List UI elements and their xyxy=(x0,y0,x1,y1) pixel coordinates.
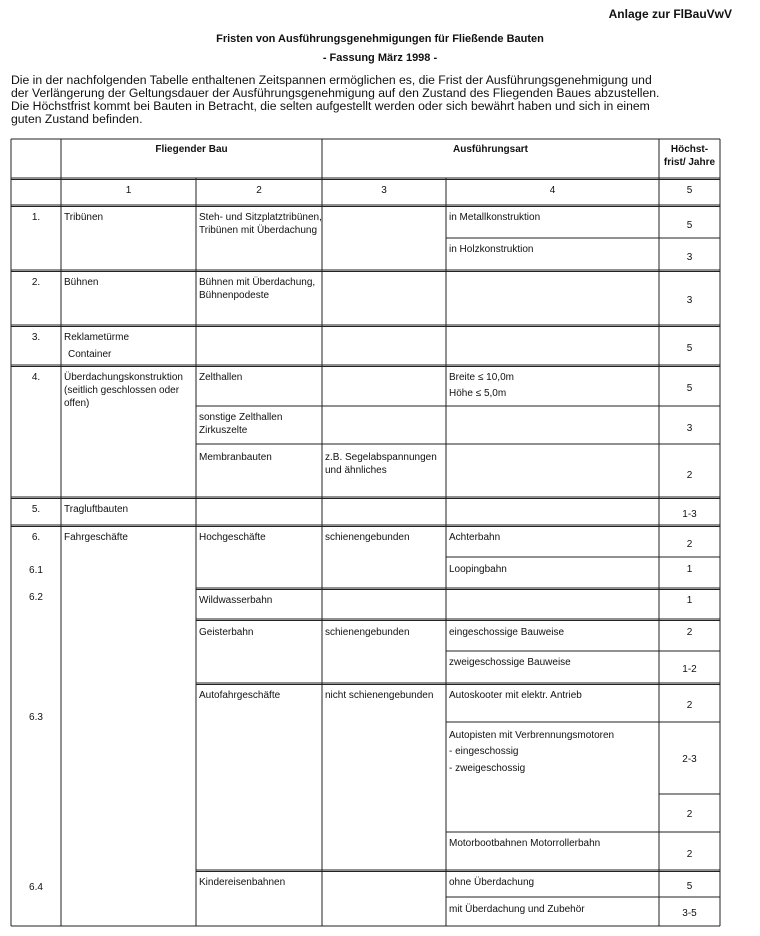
bau-name: Tragluftbauten xyxy=(64,504,129,515)
row-number: 1. xyxy=(31,212,41,223)
frist-value: 3 xyxy=(686,252,693,263)
frist-value: 2 xyxy=(686,809,693,820)
frist-value: 2 xyxy=(686,700,693,711)
bau-name: Überdachungskonstruktion xyxy=(64,372,183,383)
row-subnumber: 6.3 xyxy=(29,712,43,723)
intro-line: Die Höchstfrist kommt bei Bauten in Betracht, die selten aufgestellt werden oder sich bewährt haben und sich in einem xyxy=(11,99,650,113)
annex-label: Anlage zur FlBauVwV xyxy=(608,7,732,21)
ausfuehrung: in Holzkonstruktion xyxy=(449,244,534,255)
bau-name: Reklametürme xyxy=(64,332,130,343)
frist-value: 3-5 xyxy=(682,908,697,919)
ausfuehrung: mit Überdachung und Zubehör xyxy=(449,904,585,915)
row-number: 4. xyxy=(31,372,41,383)
bau-typ: Tribünen mit Überdachung xyxy=(199,225,318,236)
bau-typ: Geisterbahn xyxy=(199,627,254,638)
bauart: schienengebunden xyxy=(325,532,410,543)
ausfuehrung: Loopingbahn xyxy=(449,564,507,575)
frist-value: 3 xyxy=(686,423,693,434)
row-subnumber: 6.4 xyxy=(29,882,43,893)
frist-value: 5 xyxy=(686,343,693,354)
bau-typ: Zirkuszelte xyxy=(199,425,248,436)
bau-typ: sonstige Zelthallen xyxy=(199,412,283,423)
ausfuehrung: Motorbootbahnen Motorrollerbahn xyxy=(449,838,601,849)
ausfuehrung: ohne Überdachung xyxy=(449,877,535,888)
frist-value: 2 xyxy=(686,470,693,481)
column-number-2: 2 xyxy=(256,185,262,196)
bauart: nicht schienengebunden xyxy=(325,690,434,701)
ausfuehrung: Höhe ≤ 5,0m xyxy=(449,388,507,399)
ausfuehrung: zweigeschossige Bauweise xyxy=(449,657,571,668)
frist-value: 5 xyxy=(686,220,693,231)
intro-line: guten Zustand befinden. xyxy=(11,112,143,126)
bau-typ: Membranbauten xyxy=(199,452,272,463)
ausfuehrung: - eingeschossig xyxy=(449,746,519,757)
frist-value: 3 xyxy=(686,295,693,306)
bau-typ: Wildwasserbahn xyxy=(199,595,273,606)
header-ausfuehrungsart: Ausführungsart xyxy=(453,144,528,155)
ausfuehrung: - zweigeschossig xyxy=(449,763,526,774)
ausfuehrung: Achterbahn xyxy=(449,532,501,543)
row-number: 2. xyxy=(31,277,41,288)
column-number-4: 4 xyxy=(549,185,556,196)
column-number-5: 5 xyxy=(686,185,693,196)
bau-name: offen) xyxy=(64,398,90,409)
bau-typ: Hochgeschäfte xyxy=(199,532,266,543)
frist-value: 2-3 xyxy=(682,754,697,765)
frist-value: 2 xyxy=(686,849,693,860)
bau-typ: Steh- und Sitzplatztribünen, xyxy=(199,212,322,223)
column-number-3: 3 xyxy=(381,185,387,196)
row-number: 3. xyxy=(31,332,41,343)
frist-value: 1 xyxy=(686,564,693,575)
bauart: schienengebunden xyxy=(325,627,410,638)
header-hoechstfrist-line1: Höchst- xyxy=(670,144,709,155)
bau-name: Tribünen xyxy=(64,212,104,223)
row-subnumber: 6.1 xyxy=(29,565,43,576)
frist-value: 1 xyxy=(686,595,693,606)
intro-paragraph xyxy=(11,74,735,126)
bau-typ: Zelthallen xyxy=(199,372,243,383)
header-hoechstfrist-line2: frist/ Jahre xyxy=(663,157,716,168)
bau-typ: Kindereisenbahnen xyxy=(199,877,286,888)
frist-value: 2 xyxy=(686,627,693,638)
column-number-1: 1 xyxy=(125,185,132,196)
frist-value: 5 xyxy=(686,383,693,394)
document-title: Fristen von Ausführungsgenehmigungen für Fließende Bauten xyxy=(216,33,544,45)
document-subtitle: - Fassung März 1998 - xyxy=(322,52,438,64)
ausfuehrung: Autoskooter mit elektr. Antrieb xyxy=(449,690,582,701)
ausfuehrung: in Metallkonstruktion xyxy=(449,212,541,223)
bau-name: (seitlich geschlossen oder xyxy=(64,385,180,396)
header-fliegender-bau: Fliegender Bau xyxy=(155,144,228,155)
frist-value: 1-3 xyxy=(682,509,697,520)
intro-line: Die in der nachfolgenden Tabelle enthaltenen Zeitspannen ermöglichen es, die Frist der Ausführungsgenehmigung und xyxy=(11,73,652,87)
ausfuehrung: Autopisten mit Verbrennungsmotoren xyxy=(449,730,615,741)
bau-name: Bühnen xyxy=(64,277,99,288)
bauart: z.B. Segelabspannungen xyxy=(325,452,437,463)
bau-name: Container xyxy=(68,349,112,360)
ausfuehrung: Breite ≤ 10,0m xyxy=(449,372,514,383)
bau-typ: Bühnen mit Überdachung, xyxy=(199,277,316,288)
bauart: und ähnliches xyxy=(325,465,387,476)
bau-typ: Bühnenpodeste xyxy=(199,290,270,301)
row-number: 6. xyxy=(31,532,41,543)
ausfuehrung: eingeschossige Bauweise xyxy=(449,627,565,638)
bau-name: Fahrgeschäfte xyxy=(64,532,128,543)
bau-typ: Autofahrgeschäfte xyxy=(199,690,281,701)
frist-value: 2 xyxy=(686,539,693,550)
row-subnumber: 6.2 xyxy=(29,592,43,603)
row-number: 5. xyxy=(31,504,41,515)
frist-value: 5 xyxy=(686,881,693,892)
frist-value: 1-2 xyxy=(682,664,697,675)
intro-line: der Verlängerung der Geltungsdauer der Ausführungsgenehmigung auf den Zustand des Fliegenden Baues abzustellen. xyxy=(11,86,660,100)
